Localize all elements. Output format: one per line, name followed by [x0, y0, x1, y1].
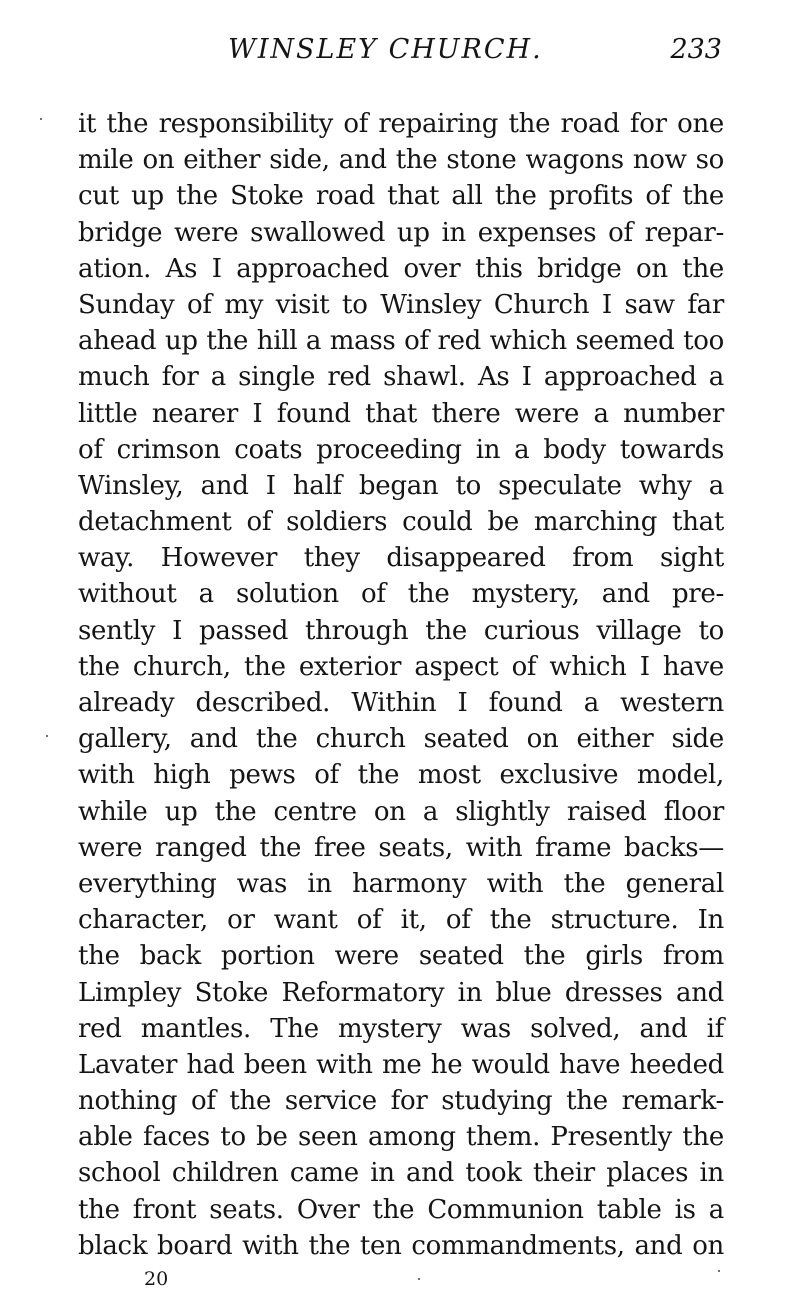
- text-line: with high pews of the most exclusive model,: [78, 760, 724, 791]
- text-line: cut up the Stoke road that all the profits of the: [78, 181, 724, 212]
- signature-mark: 20: [144, 1268, 169, 1290]
- ink-speck: [718, 1270, 720, 1272]
- text-line: the church, the exterior aspect of which I have: [78, 651, 724, 682]
- body-text: [78, 106, 724, 1264]
- text-line: without a solution of the mystery, and pre-: [78, 579, 724, 610]
- text-line: little nearer I found that there were a number: [78, 398, 724, 429]
- text-line: the back portion were seated the girls from: [78, 941, 724, 972]
- text-line: mile on either side, and the stone wagons now so: [78, 145, 724, 176]
- text-line: much for a single red shawl. As I approached a: [78, 362, 724, 393]
- text-line: red mantles. The mystery was solved, and if: [78, 1013, 724, 1044]
- ink-speck: [418, 1278, 420, 1280]
- running-title: WINSLEY CHURCH.: [228, 34, 543, 65]
- page-number: 233: [670, 34, 722, 65]
- text-line: Limpley Stoke Reformatory in blue dresses and: [78, 977, 724, 1008]
- text-line: it the responsibility of repairing the road for one: [78, 109, 724, 139]
- text-line: Winsley, and I half began to speculate why a: [78, 470, 724, 501]
- text-line: ation. As I approached over this bridge on the: [78, 253, 724, 284]
- text-line: school children came in and took their places in: [78, 1158, 724, 1189]
- text-line: the front seats. Over the Communion table is a: [78, 1194, 724, 1225]
- text-line: sently I passed through the curious village to: [78, 615, 724, 646]
- text-line: able faces to be seen among them. Presently the: [78, 1122, 724, 1153]
- text-line: way. However they disappeared from sight: [78, 543, 724, 574]
- text-line: character, or want of it, of the structure. In: [78, 905, 724, 936]
- text-line: of crimson coats proceeding in a body towards: [78, 434, 724, 465]
- text-line: bridge were swallowed up in expenses of repar-: [78, 217, 724, 248]
- text-line: everything was in harmony with the general: [78, 868, 724, 899]
- text-line: gallery, and the church seated on either side: [78, 724, 724, 755]
- text-line: Sunday of my visit to Winsley Church I saw far: [78, 289, 724, 320]
- text-line: nothing of the service for studying the remark-: [78, 1086, 724, 1117]
- ink-speck: [40, 118, 42, 120]
- text-line: ahead up the hill a mass of red which seemed too: [78, 326, 724, 357]
- text-line: already described. Within I found a western: [78, 688, 724, 718]
- text-line: black board with the ten commandments, and on: [78, 1230, 724, 1261]
- running-head: [0, 34, 800, 74]
- text-line: detachment of soldiers could be marching that: [78, 507, 724, 538]
- text-line: were ranged the free seats, with frame backs—: [78, 832, 724, 863]
- text-line: Lavater had been with me he would have heeded: [78, 1049, 724, 1080]
- text-line: while up the centre on a slightly raised floor: [78, 796, 724, 827]
- ink-speck: [46, 735, 48, 737]
